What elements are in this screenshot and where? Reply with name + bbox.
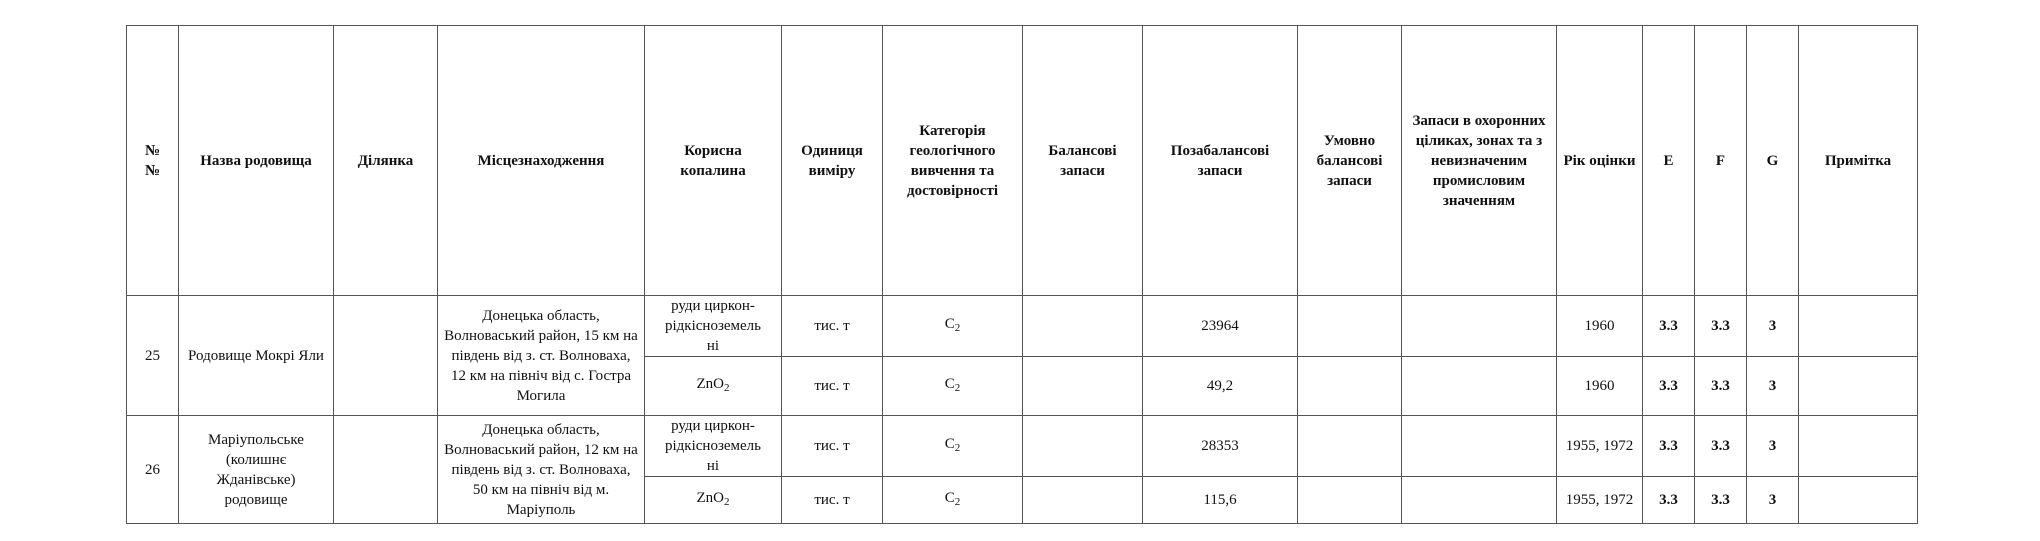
f-cell: 3.3: [1695, 416, 1747, 477]
e-cell: 3.3: [1643, 477, 1695, 524]
header-year: Рік оцінки: [1557, 26, 1643, 296]
category-cell: $C_2$: [883, 416, 1023, 477]
unit-cell: тис. т: [782, 477, 883, 524]
balance-cell: [1023, 296, 1143, 357]
header-conditional-reserves: Умовно балансові запаси: [1298, 26, 1402, 296]
protected-cell: [1402, 477, 1557, 524]
plot-cell: [334, 416, 438, 524]
note-cell: [1799, 357, 1918, 416]
header-protected-reserves: Запаси в охоронних ціликах, зонах та з невизначеним промисловим значенням: [1402, 26, 1557, 296]
f-cell: 3.3: [1695, 477, 1747, 524]
deposits-table: [126, 25, 1918, 524]
header-balance-reserves: Балансові запаси: [1023, 26, 1143, 296]
year-cell: 1960: [1557, 296, 1643, 357]
header-category: Категорія геологічного вивчення та достовірності: [883, 26, 1023, 296]
note-cell: [1799, 296, 1918, 357]
header-f: F: [1695, 26, 1747, 296]
category-cell: $C_2$: [883, 357, 1023, 416]
header-e: E: [1643, 26, 1695, 296]
offbalance-cell: 115,6: [1143, 477, 1298, 524]
row-number: 25: [127, 296, 179, 416]
balance-cell: [1023, 477, 1143, 524]
unit-cell: тис. т: [782, 296, 883, 357]
header-mineral: Корисна копалина: [645, 26, 782, 296]
mineral-cell: руди циркон- рідкісноземель ні: [645, 416, 782, 477]
table-row: [127, 416, 1918, 477]
mineral-cell: ZnO$_2$: [645, 477, 782, 524]
note-cell: [1799, 416, 1918, 477]
mineral-cell: руди циркон- рідкісноземель ні: [645, 296, 782, 357]
f-cell: 3.3: [1695, 357, 1747, 416]
category-cell: $C_2$: [883, 296, 1023, 357]
year-cell: 1955, 1972: [1557, 416, 1643, 477]
protected-cell: [1402, 416, 1557, 477]
offbalance-cell: 23964: [1143, 296, 1298, 357]
location-cell: Донецька область, Волноваський район, 12 км на південь від з. ст. Волноваха, 50 км на північ від м. Маріуполь: [438, 416, 645, 524]
year-cell: 1955, 1972: [1557, 477, 1643, 524]
e-cell: 3.3: [1643, 416, 1695, 477]
row-number: 26: [127, 416, 179, 524]
e-cell: 3.3: [1643, 296, 1695, 357]
unit-cell: тис. т: [782, 416, 883, 477]
balance-cell: [1023, 416, 1143, 477]
category-cell: $C_2$: [883, 477, 1023, 524]
table-row: [127, 296, 1918, 357]
e-cell: 3.3: [1643, 357, 1695, 416]
conditional-cell: [1298, 477, 1402, 524]
deposit-name: Маріупольське (колишнє Жданівське) родовище: [179, 416, 334, 524]
plot-cell: [334, 296, 438, 416]
g-cell: 3: [1747, 416, 1799, 477]
protected-cell: [1402, 357, 1557, 416]
balance-cell: [1023, 357, 1143, 416]
note-cell: [1799, 477, 1918, 524]
table-header-row: [127, 26, 1918, 296]
g-cell: 3: [1747, 296, 1799, 357]
g-cell: 3: [1747, 477, 1799, 524]
deposit-name: Родовище Мокрі Яли: [179, 296, 334, 416]
year-cell: 1960: [1557, 357, 1643, 416]
header-unit: Одиниця виміру: [782, 26, 883, 296]
offbalance-cell: 28353: [1143, 416, 1298, 477]
offbalance-cell: 49,2: [1143, 357, 1298, 416]
header-plot: Ділянка: [334, 26, 438, 296]
g-cell: 3: [1747, 357, 1799, 416]
conditional-cell: [1298, 416, 1402, 477]
location-cell: Донецька область, Волноваський район, 15 км на південь від з. ст. Волноваха, 12 км на північ від с. Гостра Могила: [438, 296, 645, 416]
header-number: № №: [127, 26, 179, 296]
conditional-cell: [1298, 357, 1402, 416]
header-offbalance-reserves: Позабалансові запаси: [1143, 26, 1298, 296]
header-note: Примітка: [1799, 26, 1918, 296]
header-location: Місцезнаходження: [438, 26, 645, 296]
header-g: G: [1747, 26, 1799, 296]
conditional-cell: [1298, 296, 1402, 357]
mineral-cell: ZnO$_2$: [645, 357, 782, 416]
unit-cell: тис. т: [782, 357, 883, 416]
f-cell: 3.3: [1695, 296, 1747, 357]
header-deposit-name: Назва родовища: [179, 26, 334, 296]
protected-cell: [1402, 296, 1557, 357]
